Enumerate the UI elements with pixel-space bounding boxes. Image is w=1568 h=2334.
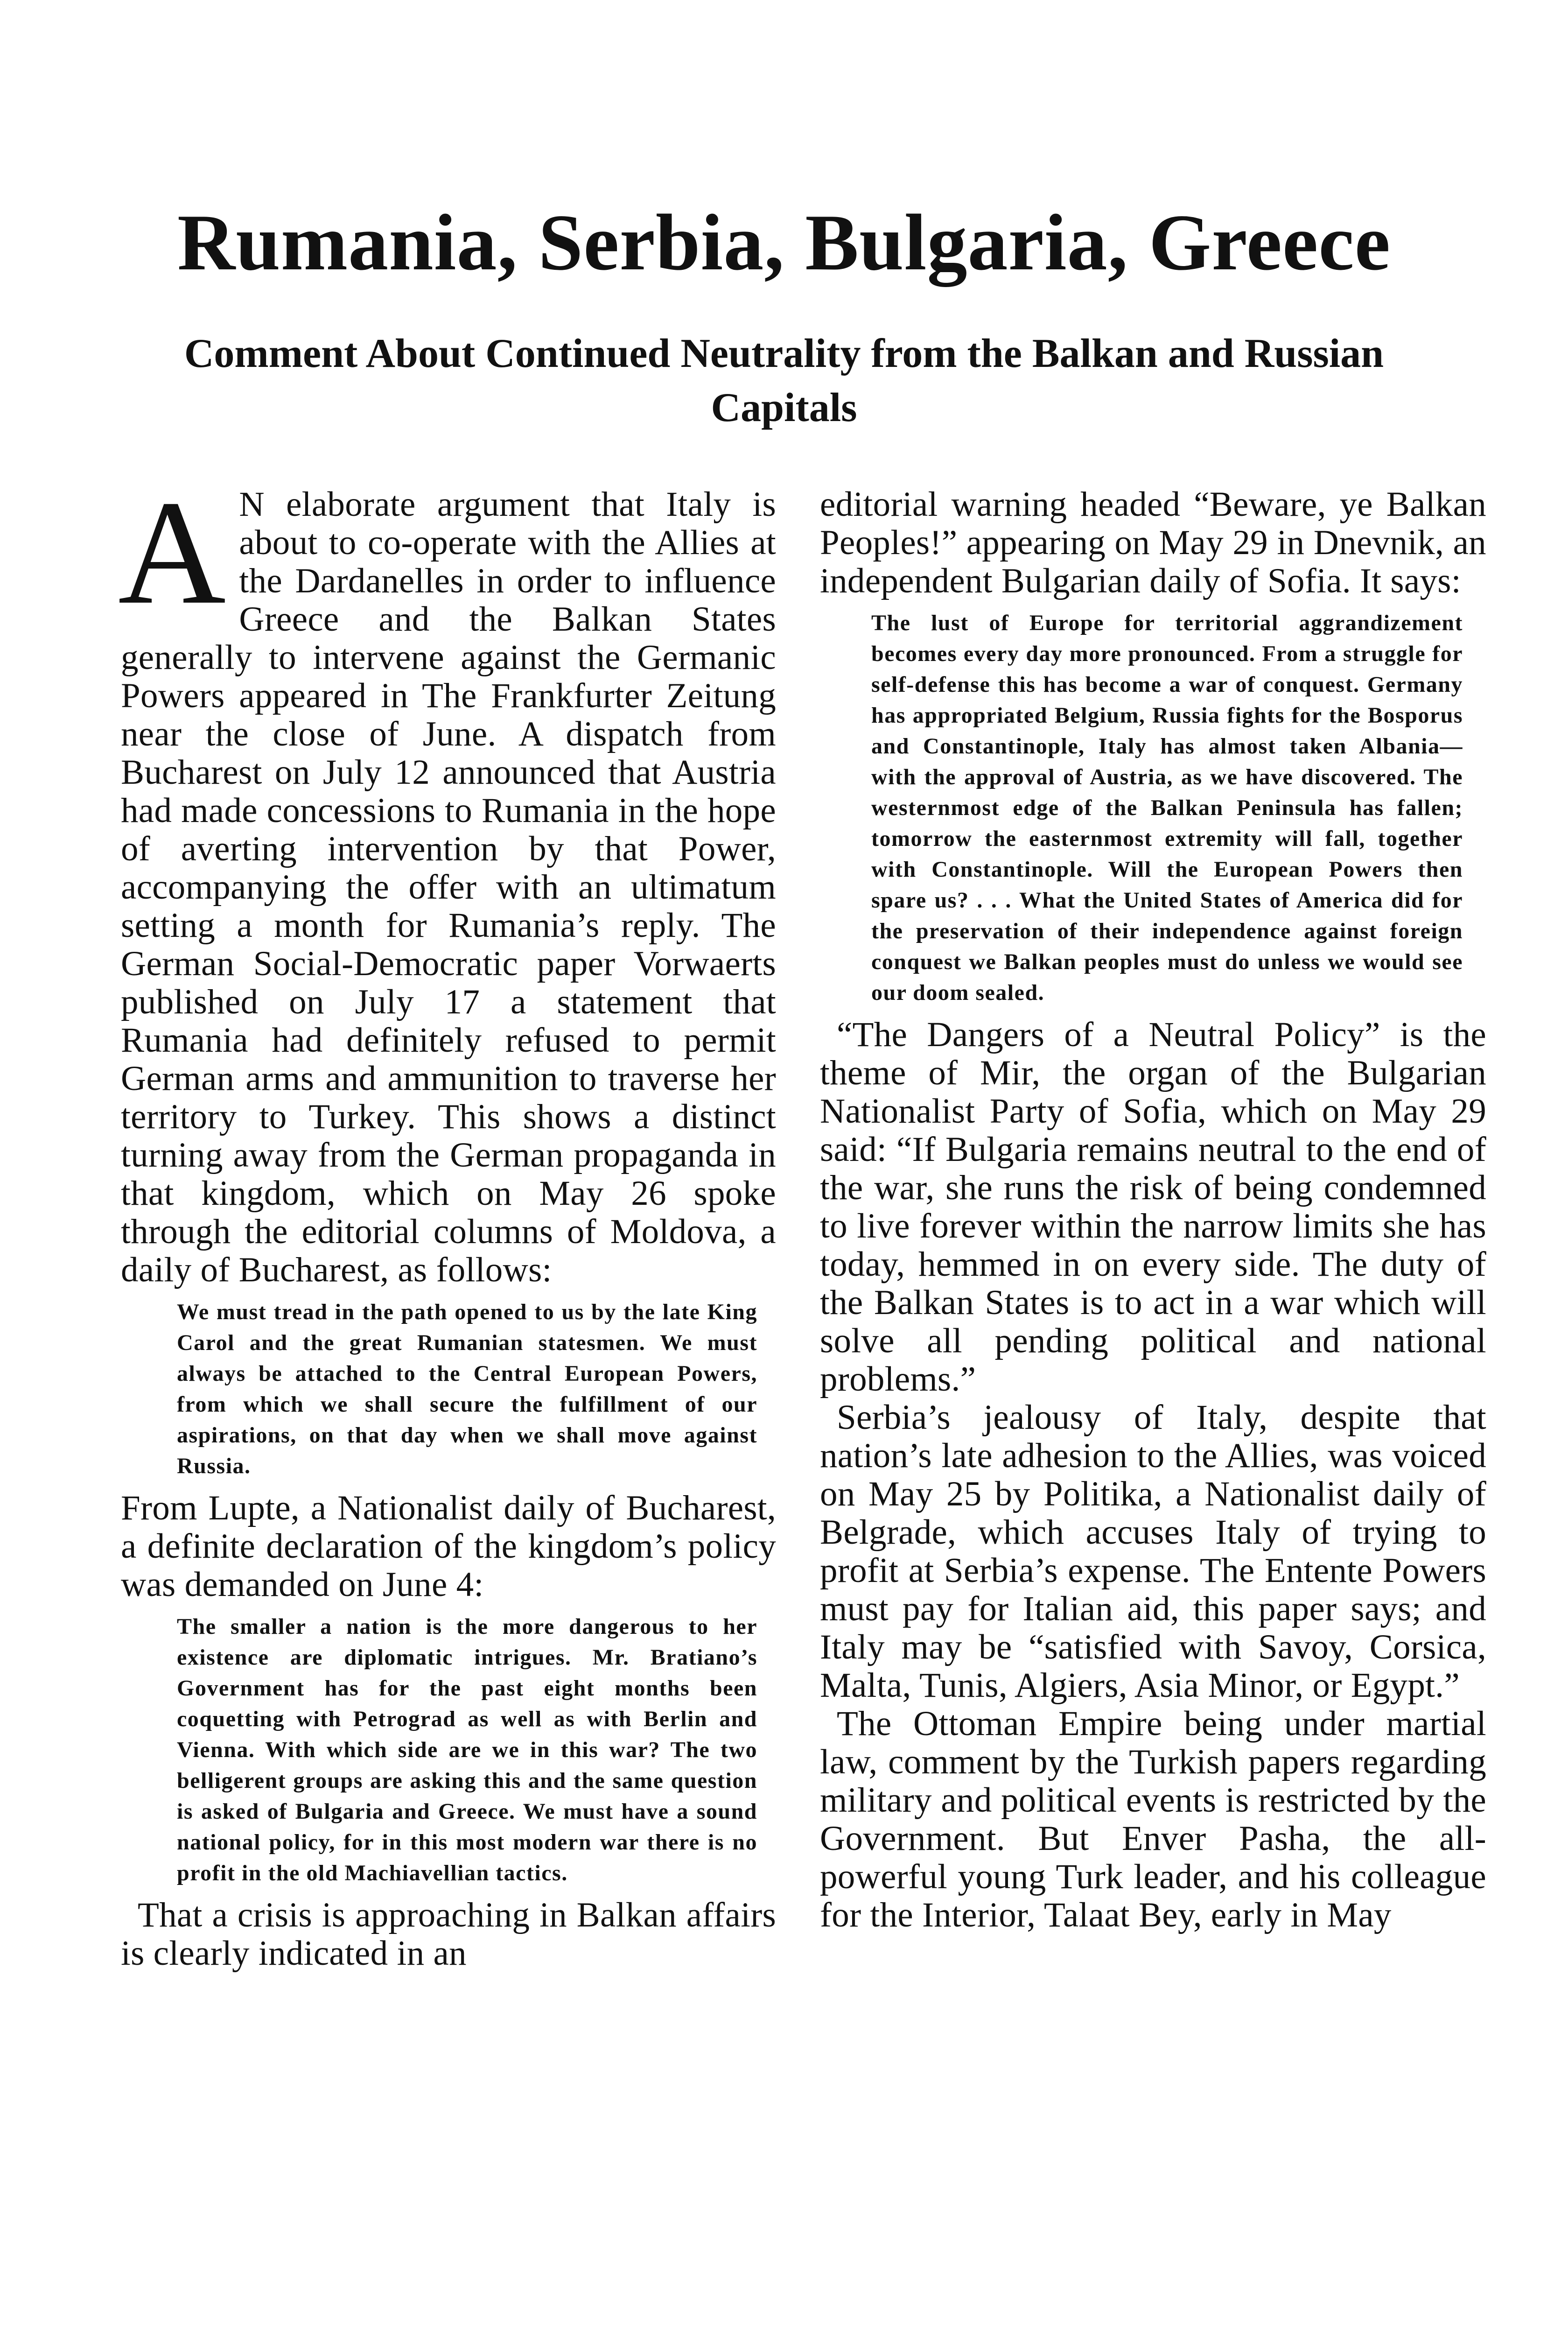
paragraph: [118, 470, 776, 1289]
right-column: [820, 485, 1486, 1934]
paragraph: “The Dangers of a Neutral Policy” is the theme of Mir, the organ of the Bulgarian Nationalist Party of Sofia, which on May 29 said: “If Bulgaria remains neutral to the end of the war, she runs the risk of being condemned to live forever within the narrow limits she has today, hemmed in on every side. The duty of the Balkan States is to act in a war which will solve all pending political and national problems.”: [820, 1015, 1486, 1399]
paragraph: That a crisis is approaching in Balkan affairs is clearly indicated in an: [121, 1896, 776, 1973]
paragraph-text: N elaborate argument that Italy is about to co-operate with the Allies at the Dardanelles in order to influence Greece and the Balkan States generally to intervene against the Germanic Powers appeared in The Frankfurter Zeitung near the close of June. A dispatch from Bucharest on July 12 announced that Austria had made concessions to Rumania in the hope of averting intervention by that Power, accompanying the offer with an ultimatum setting a month for Rumania’s reply. The German Social-Democratic paper Vorwaerts published on July 17 a statement that Rumania had definitely refused to permit German arms and ammunition to traverse her territory to Turkey. This shows a distinct turning away from the German propaganda in that kingdom, which on May 26 spoke through the editorial columns of Moldova, a daily of Bucharest, as follows:: [121, 485, 776, 1289]
paragraph: Serbia’s jealousy of Italy, despite that nation’s late adhesion to the Allies, was voiced on May 25 by Politika, a Nationalist daily of Belgrade, which accuses Italy of trying to profit at Serbia’s expense. The Entente Powers must pay for Italian aid, this paper says; and Italy may be “satisfied with Savoy, Corsica, Malta, Tunis, Algiers, Asia Minor, or Egypt.”: [820, 1398, 1486, 1705]
article-title: Rumania, Serbia, Bulgaria, Greece: [177, 198, 1391, 287]
paragraph: The Ottoman Empire being under martial law, comment by the Turkish papers regarding military and political events is restricted by the Government. But Enver Pasha, the all-powerful young Turk leader, and his colleague for the Interior, Talaat Bey, early in May: [820, 1704, 1486, 1934]
paragraph: From Lupte, a Nationalist daily of Bucharest, a definite declaration of the kingdom’s policy was demanded on June 4:: [121, 1489, 776, 1604]
block-quote: The smaller a nation is the more dangerous to her existence are diplomatic intrigues. Mr. Bratiano’s Government has for the past eight months been coquetting with Petrograd as well as with Berlin and Vienna. With which side are we in this war? The two belligerent groups are asking this and the same question is asked of Bulgaria and Greece. We must have a sound national policy, for in this most modern war there is no profit in the old Machiavellian tactics.: [177, 1614, 757, 1885]
left-column: [118, 470, 776, 1973]
paragraph: editorial warning headed “Beware, ye Balkan Peoples!” appearing on May 29 in Dnevnik, an independent Bulgarian daily of Sofia. It says:: [820, 485, 1486, 600]
drop-cap: A: [118, 470, 226, 635]
block-quote: The lust of Europe for territorial aggrandizement becomes every day more pronounced. From a struggle for self-defense this has become a war of conquest. Germany has appropriated Belgium, Russia fights for the Bosporus and Constantinople, Italy has almost taken Albania—with the approval of Austria, as we have discovered. The westernmost edge of the Balkan Peninsula has fallen; tomorrow the easternmost extremity will fall, together with Constantinople. Will the European Powers then spare us? . . . What the United States of America did for the preservation of their independence against foreign conquest we Balkan peoples must do unless we would see our doom sealed.: [871, 611, 1463, 1005]
article-subtitle: Comment About Continued Neutrality from the Balkan and Russian Capitals: [184, 331, 1384, 430]
block-quote: We must tread in the path opened to us by the late King Carol and the great Rumanian statesmen. We must always be attached to the Central European Powers, from which we shall secure the fulfillment of our aspirations, on that day when we shall move against Russia.: [177, 1300, 757, 1478]
